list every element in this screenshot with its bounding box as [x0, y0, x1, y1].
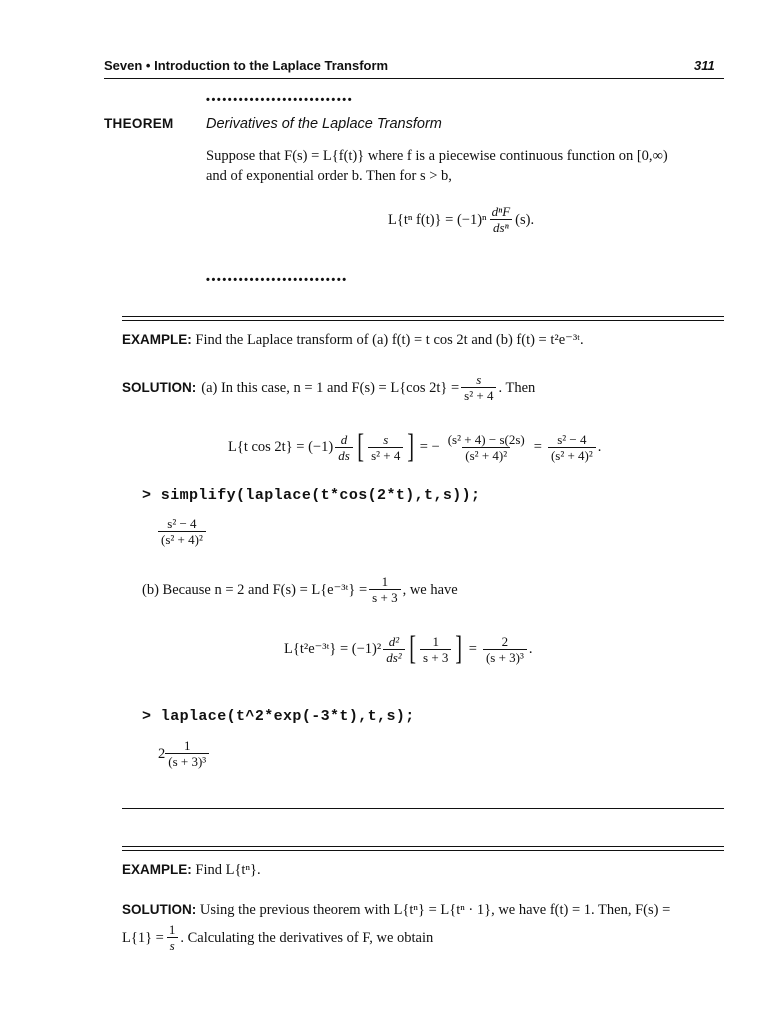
- theorem-body-line1: Suppose that F(s) = L{f(t)} where f is a piecewise continuous function on [0,∞): [206, 148, 668, 164]
- example1-part-b-line: [142, 574, 458, 605]
- eq-a-derivative: [335, 432, 353, 463]
- maple-command-a: > simplify(laplace(t*cos(2*t),t,s));: [142, 487, 481, 504]
- example1-part-a-then: . Then: [498, 379, 536, 396]
- eq-a-result1: [445, 432, 528, 463]
- eq-b-inner: [420, 634, 451, 665]
- eq-b-r-den: (s + 3)³: [483, 649, 527, 665]
- example2-line2-left: L{1} =: [122, 929, 164, 946]
- example1-statement-line: [122, 330, 584, 350]
- theorem-body-line2: and of exponential order b. Then for s > b,: [206, 168, 452, 184]
- example2-solution-line1: [122, 900, 670, 920]
- example2-solution-label: SOLUTION:: [122, 902, 197, 917]
- example1-part-a-line: [122, 372, 535, 403]
- example2-statement-line: [122, 860, 261, 880]
- chapter-title: Seven • Introduction to the Laplace Transform: [104, 58, 389, 73]
- theorem-formula-den: dsⁿ: [490, 219, 512, 235]
- eq-a-r2-den: (s² + 4)²: [548, 447, 596, 463]
- eq-a-end: .: [597, 439, 602, 455]
- example1-part-b-text: (b) Because n = 2 and F(s) = L{e⁻³ᵗ} =: [142, 581, 368, 598]
- out-b-coef: 2: [158, 745, 166, 762]
- eq-a-d-den: ds: [335, 447, 353, 463]
- theorem-dots-top: •••••••••••••••••••••••••••: [206, 94, 354, 106]
- example1-part-a-den: s² + 4: [461, 387, 496, 403]
- theorem-dots-bottom: ••••••••••••••••••••••••••: [206, 274, 348, 286]
- eq-b-d-num: d²: [388, 633, 400, 649]
- example1-part-b-tail: , we have: [402, 581, 458, 598]
- maple-output-a: [158, 516, 206, 547]
- example1-part-a-fraction: [461, 372, 496, 403]
- eq-b-d-den: ds²: [383, 649, 404, 665]
- theorem-formula: [388, 204, 534, 235]
- eq-a-r2-num: s² − 4: [557, 431, 587, 447]
- example2-line2-num: 1: [168, 922, 176, 937]
- eq-a-mid: = −: [419, 439, 440, 455]
- example1-rule-bottom: [122, 808, 724, 809]
- eq-a-in-num: s: [383, 431, 389, 447]
- page-number: 311: [694, 58, 715, 73]
- maple-output-b-fraction: [165, 738, 209, 769]
- out-a-den: (s² + 4)²: [158, 531, 206, 547]
- example1-part-a-text: (a) In this case, n = 1 and F(s) = L{cos 2t} =: [201, 379, 460, 396]
- eq-a-r1-num: (s² + 4) − s(2s): [447, 431, 525, 447]
- example2-line2-den: s: [167, 937, 178, 953]
- out-a-num: s² − 4: [167, 516, 197, 531]
- part-b-num: 1: [381, 574, 389, 589]
- theorem-title: Derivatives of the Laplace Transform: [206, 116, 442, 132]
- out-b-num: 1: [183, 738, 191, 753]
- example1-equation-b: [284, 632, 533, 666]
- eq-b-right-bracket: ]: [455, 630, 463, 667]
- theorem-formula-fraction: [489, 204, 514, 235]
- example2-statement: Find L{tⁿ}.: [195, 862, 261, 878]
- example2-line2-right: . Calculating the derivatives of F, we obtain: [180, 929, 434, 946]
- eq-a-inner: [368, 432, 403, 463]
- example2-line1: Using the previous theorem with L{tⁿ} = L{tⁿ · 1}, we have f(t) = 1. Then, F(s) =: [199, 902, 671, 918]
- example2-rule-top-a: [122, 846, 724, 847]
- example2-line2-fraction: [166, 922, 179, 953]
- example1-equation-a: [228, 430, 601, 464]
- eq-b-left: L{t²e⁻³ᵗ} = (−1)²: [284, 641, 382, 657]
- eq-b-end: .: [528, 641, 533, 657]
- eq-a-left: L{t cos 2t} = (−1): [228, 439, 334, 455]
- theorem-formula-num: dⁿF: [491, 204, 511, 219]
- example1-label: EXAMPLE:: [122, 332, 192, 347]
- eq-a-left-bracket: [: [357, 428, 364, 465]
- part-b-den: s + 3: [369, 589, 400, 605]
- eq-a-in-den: s² + 4: [368, 447, 403, 463]
- theorem-label: THEOREM: [104, 116, 174, 131]
- maple-output-a-fraction: [158, 516, 206, 547]
- eq-b-in-num: 1: [432, 633, 439, 649]
- eq-a-eq: =: [533, 439, 542, 455]
- out-b-den: (s + 3)³: [165, 753, 209, 769]
- maple-output-b: [158, 738, 209, 769]
- eq-b-derivative: [383, 634, 404, 665]
- eq-a-right-bracket: ]: [407, 428, 415, 465]
- example1-rule-top-b: [122, 320, 724, 321]
- theorem-formula-left: L{tⁿ f(t)} = (−1)ⁿ: [388, 211, 487, 228]
- example1-solution-label: SOLUTION:: [122, 379, 197, 395]
- example1-rule-top-a: [122, 316, 724, 317]
- eq-b-left-bracket: [: [408, 630, 416, 667]
- eq-a-r1-den: (s² + 4)²: [462, 447, 510, 463]
- example1-part-a-num: s: [476, 372, 482, 387]
- example2-rule-top-b: [122, 850, 724, 851]
- theorem-formula-right: (s).: [515, 211, 535, 228]
- example2-label: EXAMPLE:: [122, 862, 192, 877]
- eq-b-in-den: s + 3: [420, 649, 451, 665]
- eq-b-eq: =: [468, 641, 477, 657]
- eq-a-d-num: d: [340, 431, 348, 447]
- running-header: [104, 58, 388, 73]
- eq-b-result: [483, 634, 527, 665]
- example2-solution-line2: [122, 922, 433, 953]
- example1-statement: Find the Laplace transform of (a) f(t) = t cos 2t and (b) f(t) = t²e⁻³ᵗ.: [195, 332, 584, 348]
- eq-b-r-num: 2: [501, 633, 509, 649]
- maple-command-b: > laplace(t^2*exp(-3*t),t,s);: [142, 708, 415, 725]
- header-rule: [104, 78, 724, 79]
- example1-part-b-fraction: [369, 574, 400, 605]
- eq-a-result2: [548, 432, 596, 463]
